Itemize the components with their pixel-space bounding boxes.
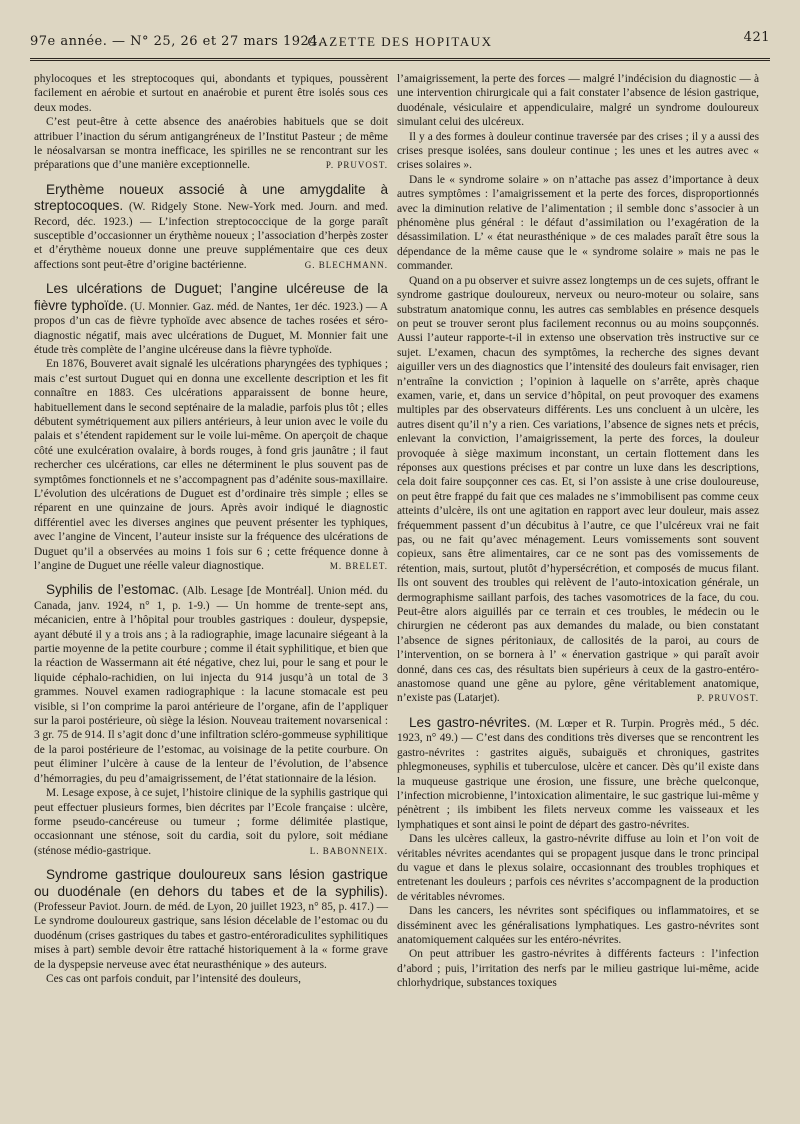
running-header — [30, 30, 770, 52]
paragraph: C’est peut-être à cette absence des anaérobies habituels que se doit attribuer l’inaction du sérum antigangréneux de l’Institut Pasteur ; de même le néosalvarsan se montra inefficace, les spirilles ne se rencontrant sur les préparations que d’une manière exceptionnelle. P. PRUVOST. — [34, 116, 388, 172]
article-gastro-nevrites: Les gastro-névrites. (M. Lœper et R. Turpin. Progrès méd., 5 déc. 1923, n° 49.) — C’est dans des conditions très diverses que se rencontrent les gastro-névrites : gastrites aiguës, subaiguës et chroniques, gastrites phlegmoneuses, syphilis et tuberculose, ulcère et cancer. Dès qu’il existe dans la muqueuse gastrique une érosion, une fissure, une brèche quelconque, l’infection microbienne, l’intoxication alimentaire, le suc gastrique lui-même y pénètrent ; ils imbibent les filets nerveux comme les vaisseaux et les lymphatiques et sont ainsi le point de départ des gastro-névrites. — [397, 714, 759, 831]
article-title: Les gastro-névrites. — [409, 714, 531, 730]
article-syndrome: Syndrome gastrique douloureux sans lésion gastrique ou duodénale (en dehors du tabes et de la syphilis). (Professeur Paviot. Journ. de méd. de Lyon, 20 juillet 1923, n° 85, p. 417.) — Le syndrome douloureux gastrique, sans lésion décelable de l’estomac ou du duodénum (crises gastriques du tabes et gastro-entéroradiculites syphilitiques mises à part) semble devoir être rattaché historiquement à la « forme grave de la dyspepsie nerveuse avec état neurasthénique » des auteurs. — [34, 867, 388, 971]
paragraph: Ces cas ont parfois conduit, par l’intensité des douleurs, — [46, 972, 301, 985]
header-rule — [30, 58, 770, 61]
article-reference: (Alb. Lesage [de Montréal]. Union méd. du Canada, janv. 1924, n° 1, p. 1-9.) — [34, 585, 388, 612]
paragraph: l’amaigrissement, la perte des forces — malgré l’indécision du diagnostic — à une intervention chirurgicale qui a fait constater l’absence de lésion gastrique, duodénale, vésiculaire et appendiculaire, malgré un syndrome douloureux simulant celui des ulcéreux. — [397, 73, 759, 129]
paragraph: Dans le « syndrome solaire » on n’attache pas assez d’importance à deux autres symptômes : l’amaigrissement et la perte des forces, disproportionnés avec la diminution relative de l’alimentation ; il semble donc s’associer à un phénomène plus général : le défaut d’assimilation ou l’exagération de la désassimilation. L’ « état neurasthénique » de ces malades paraît être sous la dépendance de la même cause que le « syndrome solaire » mais ne pas le commander. — [397, 173, 759, 273]
author-signature: M. BRELET. — [329, 561, 388, 571]
article-title: Erythème noueux associé à une amygdalite à streptocoques. — [34, 181, 388, 214]
paragraph: phylocoques et les streptocoques qui, abondants et typiques, poussèrent facilement en aérobie et surtout en anaérobie et purent être isolés sous ces deux modes. — [34, 73, 388, 114]
paragraph: M. Lesage expose, à ce sujet, l’histoire clinique de la syphilis gastrique qui peut effectuer plusieurs formes, bien décrites par l’Ecole française : ulcère, forme pseudo-cancéreuse ou tumeur ; forme délimitée plastique, occasionnant une sténose, soit du cardia, soit du pylore, soit médiane (sténose médio-gastrique. L. BABONNEIX. — [34, 787, 388, 857]
article-title: Syphilis de l’estomac. — [46, 582, 179, 598]
paragraph: Quand on a pu observer et suivre assez longtemps un de ces sujets, offrant le syndrome gastrique douloureux, nerveux ou neuro-moteur ou solaire, sans substratum anatomique connu, les autres cas semblables en présence desquels on peut se trouver seront plus facilement reconnus ou au moins soupçonnés. Aussi l’auteur rapporte-t-il in extenso une observation très instructive sur ce sujet. L’examen, chacun des symptômes, la recherche des signes devant aiguiller vers un des diagnostics que l’intensité des douleurs fait envisager, rien n’entraîne la conviction ; l’opinion à laquelle on s’arrête, après chaque examen, varie, et, dans un service d’hôpital, on peut provoquer des examens multiples par des observateurs différents. Les uns concluent à un ulcère, les autres disent qu’il n’y a rien. Ces variations, l’absence de signes nets et précis, enlevant la conviction, l’amaigrissement, la perte des forces, la douleur provoquée à siège maximum inconstant, un certain flottement dans les réponses aux questions précises et par contre un luxe dans les descriptions, cela doit faire soupçonner ces cas. Et, si l’on assiste à une crise douloureuse, on peut être frappé du fait que ces malades ne s’immobilisent pas comme ceux atteints d’ulcère, ils ont une agitation en rapport avec leur douleur, mais assez fréquemment passent d’un décubitus à l’autre, ce que l’ulcéreux vrai ne fait pas, ou ne fait qu’avec ménagement. Leurs vomissements sont souvent copieux, sans être alimentaires, car ce ne sont pas des vomissements de rétention, mais, surtout, plutôt d’hypersécrétion, et composés de mucus filant. Ils ont souvent des troubles qui relèvent de l’auto-intoxication générale, un dermographisme saillant parfois, des taches vasomotrices de la face, du cou. Peut-être alors aiguillés par ce terrain et ces troubles, le médecin ou le chirurgien ne céderont pas aux demandes du malade, ou bien constatant l’absence de signes péritoniaux, de callosités de la paroi, au cours de l’intervention, on se bornera à l’ « énervation gastrique » qui paraît avoir donné, dans ces cas, des résultats bien supérieurs à ceux de la gastro-entéro-anastomose quand une gêne au pylore, gêne véritablement anatomique, n’existe pas (Latarjet). P. PRUVOST. — [397, 274, 759, 705]
article-duguet: Les ulcérations de Duguet; l’angine ulcéreuse de la fièvre typhoïde. (U. Monnier. Gaz. méd. de Nantes, 1er déc. 1923.) — A propos d’un cas de fièvre typhoïde avec absence de taches rosées et séro-diagnostic négatif, mais avec ulcérations de Duguet, M. Monnier fait une étude très complète de l’angine ulcéreuse dans la fièvre typhoïde. — [34, 281, 388, 356]
article-erytheme: Erythème noueux associé à une amygdalite à streptocoques. (W. Ridgely Stone. New-York med. Journ. and med. Record, déc. 1923.) — L’infection streptococcique de la gorge paraît susceptible d’occasionner un érythème noueux ; l’association d’herpès zoster et d’érythème noueux donne une preuve supplémentaire que ces deux affections sont peut-être d’origine bactérienne. G. BLECHMANN. — [34, 181, 389, 271]
author-signature: G. BLECHMANN. — [304, 259, 388, 270]
author-signature: L. BABONNEIX. — [309, 845, 388, 856]
author-signature: P. PRUVOST. — [325, 160, 388, 171]
article-reference: (U. Monnier. Gaz. méd. de Nantes, 1er déc. 1923.) — [130, 300, 363, 313]
right-column — [397, 72, 759, 991]
paragraph: Dans les cancers, les névrites sont spécifiques ou inflammatoires, et se disséminent avec les généralisations lymphatiques. Les gastro-névrites sont anatomiquement calquées sur les entéro-névrites. — [397, 905, 759, 946]
page-number: 421 — [743, 30, 770, 45]
paragraph: Il y a des formes à douleur continue traversée par des crises ; il y a aussi des crises presque isolées, sans douleur continue ; les unes et les autres avec « crises solaires ». — [397, 130, 759, 172]
article-reference: (M. Lœper et R. Turpin. Progrès méd., 5 déc. 1923, n° 49.) — [397, 717, 759, 745]
paragraph: Dans les ulcères calleux, la gastro-névrite diffuse au loin et l’on voit de véritables névrites acendantes qui se propagent jusque dans le tronc principal du vague et dans le plexus solaire, occasionnant des troubles trophiques et entretenant les douleurs ; parfois ces névrites s’accompagnent de la production de véritables névromes. — [397, 833, 759, 903]
author-signature: P. PRUVOST. — [696, 693, 759, 704]
left-column — [34, 72, 388, 986]
article-reference: (W. Ridgely Stone. New-York med. Journ. and med. Record, déc. 1923.) — [34, 201, 389, 228]
article-syphilis: Syphilis de l’estomac. (Alb. Lesage [de Montréal]. Union méd. du Canada, janv. 1924, n° 1, p. 1-9.) — Un homme de trente-sept ans, mécanicien, entre à l’hôpital pour troubles gastriques : douleur, dyspepsie, ayant débuté il y a trois ans ; à la radiographie, image lacunaire siégeant à la partie moyenne de la petite courbure ; comme il était syphilitique, et bien que la réaction de Wassermann ait été négative, chez lui, pour le sang et pour le liquide céphalo-rachidien, on lui injecta du 914 jusqu’à un total de 3 grammes. Nouvel examen radiographique : la lacune stomacale est peu visible, si l’on comprime la paroi antérieure de l’organe, afin de l’appliquer sur la paroi postérieure, où siège la lésion. Nouveau traitement novarsenical : 3 gr. 75 de 914. Il s’agit donc d’une infiltration scléro-gommeuse syphilitique de la paroi postérieure de l’estomac, au voisinage de la petite courbure. On peut éliminer l’ulcère à cause de la lenteur de l’évolution, de l’absence d’hémorragies, du peu d’amaigrissement, de l’état stationnaire de la lésion. — [34, 582, 388, 785]
paragraph: En 1876, Bouveret avait signalé les ulcérations pharyngées des typhiques ; mais c’est surtout Duguet qui en donna une excellente description et les fit connaître en 1883. Ces ulcérations apparaissent de bonne heure, habituellement dans le second septénaire de la maladie, parfois plus tôt ; elles débutent symétriquement aux piliers antérieurs, à leur union avec le voile du palais et s’étendent rapidement sur le voile lui-même. On aperçoit de chaque côté une exulcération ovalaire, à bords rouges, à fond gris jaunâtre ; il faut rechercher ces ulcérations, car elles ne déterminent le plus souvent pas de symptômes fonctionnels et ne s’accompagnent pas d’adénite sous-maxillaire. L’évolution des ulcérations de Duguet est d’ordinaire très simple ; elles se réparent en une quinzaine de jours. Après avoir indiqué le diagnostic différentiel avec les diverses angines que peuvent présenter les typhiques, avec l’angine de Vincent, l’auteur insiste sur la fréquence des ulcérations de Duguet qu’il a observées au moins 1 fois sur 6 ; cette fréquence donne à l’angine de Duguet une réelle valeur diagnostique. M. BRELET. — [34, 358, 388, 572]
article-reference: (Professeur Paviot. Journ. de méd. de Lyon, 20 juillet 1923, n° 85, p. 417.) — [34, 900, 374, 913]
paragraph: On peut attribuer les gastro-névrites à différents facteurs : l’infection d’abord ; puis, l’irritation des nerfs par le milieu gastrique lui-même, acide chlorhydrique, substances toxiques — [397, 948, 759, 990]
journal-title: GAZETTE DES HOPITAUX — [307, 34, 493, 49]
article-title: Syndrome gastrique douloureux sans lésion gastrique ou duodénale (en dehors du tabes et de la syphilis). — [34, 867, 388, 899]
issue-line: 97e année. — N° 25, 26 et 27 mars 1924. — [30, 34, 323, 49]
article-title: Les ulcérations de Duguet; l’angine ulcéreuse de la fièvre typhoïde. — [34, 281, 388, 313]
